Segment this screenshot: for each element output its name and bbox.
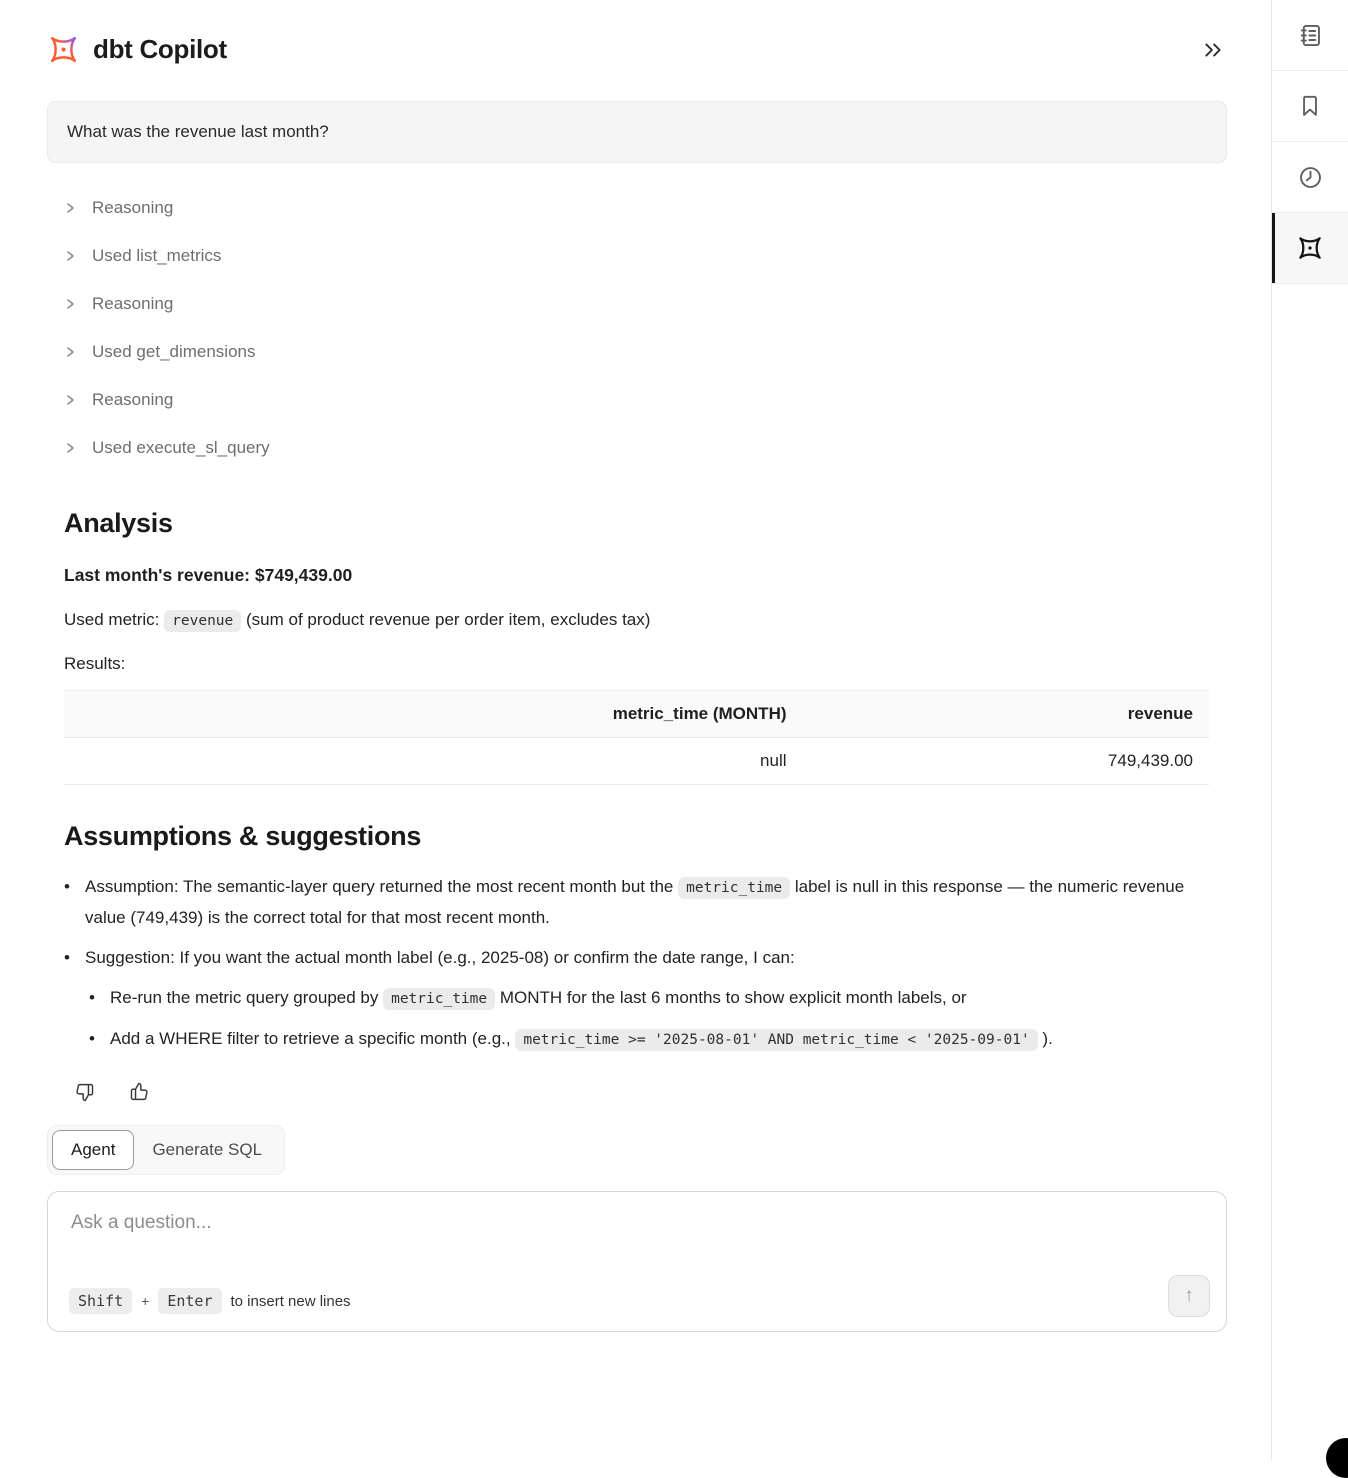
dbt-logo-icon [47,33,80,66]
step-used-get-dimensions[interactable] [64,328,1227,376]
suggestion-intro-text: Suggestion: If you want the actual month label (e.g., 2025-08) or confirm the date range, I can: [85,948,795,967]
cell-revenue: 749,439.00 [803,738,1209,785]
analysis-heading: Analysis [64,508,173,538]
chevron-right-icon [64,346,76,358]
step-label: Reasoning [92,198,174,217]
question-input[interactable] [69,1210,1209,1272]
chevron-right-icon [64,442,76,454]
history-clock-icon [1297,164,1324,191]
composer [47,1191,1227,1332]
user-question-bubble [47,101,1227,163]
step-reasoning-1[interactable] [64,184,1227,232]
metric-time-code-chip: metric_time [678,877,790,899]
used-metric-line [64,610,1209,630]
metric-code-chip: revenue [164,610,241,632]
column-header-metric-time: metric_time (MONTH) [64,691,803,738]
step-label: Used get_dimensions [92,342,256,361]
thumbs-down-button[interactable] [72,1079,98,1105]
results-label: Results: [64,654,126,673]
rail-item-bookmarks[interactable] [1272,71,1348,142]
suggestion-where-text: Add a WHERE filter to retrieve a specific month (e.g., metric_time >= '2025-08-01' AND metric_time < '2025-09-01' ). [110,1024,1053,1055]
table-row [64,738,1209,785]
suggestion-sub-bullet-rerun [89,983,1209,1014]
dbt-icon [1296,234,1324,262]
hint-text: to insert new lines [230,1292,351,1310]
chevron-right-icon [64,202,76,214]
mode-toggle [47,1125,285,1175]
step-reasoning-2[interactable] [64,280,1227,328]
bullet-marker: • [89,1029,95,1048]
rail-item-dbt-copilot[interactable] [1272,213,1348,284]
suggestion-rerun-text: Re-run the metric query grouped by metric_time MONTH for the last 6 months to show explicit month labels, or [110,983,967,1014]
send-button[interactable] [1168,1275,1210,1317]
rail-item-notebook[interactable] [1272,0,1348,71]
arrow-up-icon: ↑ [1184,1285,1194,1306]
chevron-double-right-icon [1203,42,1223,58]
results-table-header-row [64,691,1209,738]
step-used-list-metrics[interactable] [64,232,1227,280]
thumbs-up-icon [128,1081,150,1103]
column-header-revenue: revenue [803,691,1209,738]
suggestion-bullet [64,943,1209,973]
bookmark-icon [1297,93,1323,119]
thumbs-down-icon [74,1081,96,1103]
bullet-marker: • [64,948,70,967]
collapse-panel-button[interactable] [1199,38,1227,62]
user-question-text: What was the revenue last month? [67,122,329,141]
mode-agent-button[interactable]: Agent [52,1130,134,1170]
shift-key-label: Shift [69,1288,132,1314]
assumption-text: Assumption: The semantic-layer query returned the most recent month but the metric_time label is null in this response — the numeric revenue value (749,439) is the correct total for that most recent month. [85,877,1185,927]
enter-key-label: Enter [158,1288,221,1314]
agent-steps-list [47,184,1227,472]
suggestion-sublist [89,983,1209,1055]
mode-generate-sql-button[interactable]: Generate SQL [134,1131,280,1169]
assumptions-heading: Assumptions & suggestions [64,821,422,851]
used-metric-label: Used metric: [64,610,160,629]
suggestion-sub-bullet-where-filter [89,1024,1209,1055]
feedback-row [64,1079,1209,1105]
step-label: Reasoning [92,294,174,313]
step-label: Used execute_sl_query [92,438,270,457]
notebook-icon [1297,22,1324,49]
thumbs-up-button[interactable] [126,1079,152,1105]
right-icon-rail [1271,0,1348,1460]
chevron-right-icon [64,298,76,310]
chevron-right-icon [64,394,76,406]
cell-metric-time: null [64,738,803,785]
step-used-execute-sl-query[interactable] [64,424,1227,472]
step-reasoning-3[interactable] [64,376,1227,424]
composer-hint [69,1288,351,1314]
used-metric-description: (sum of product revenue per order item, excludes tax) [246,610,651,629]
panel-header [47,0,1227,66]
chevron-right-icon [64,250,76,262]
assumptions-list [64,872,1209,1055]
rail-item-history[interactable] [1272,142,1348,213]
step-label: Reasoning [92,390,174,409]
bullet-marker: • [64,877,70,896]
step-label: Used list_metrics [92,246,222,265]
where-filter-code-chip: metric_time >= '2025-08-01' AND metric_time < '2025-09-01' [515,1029,1037,1051]
revenue-summary: Last month's revenue: $749,439.00 [64,565,353,585]
bullet-marker: • [89,988,95,1007]
assumption-bullet [64,872,1209,933]
page-title: dbt Copilot [93,34,227,64]
metric-time-code-chip: metric_time [383,988,495,1010]
results-table [64,690,1209,785]
plus-separator: + [141,1293,150,1309]
